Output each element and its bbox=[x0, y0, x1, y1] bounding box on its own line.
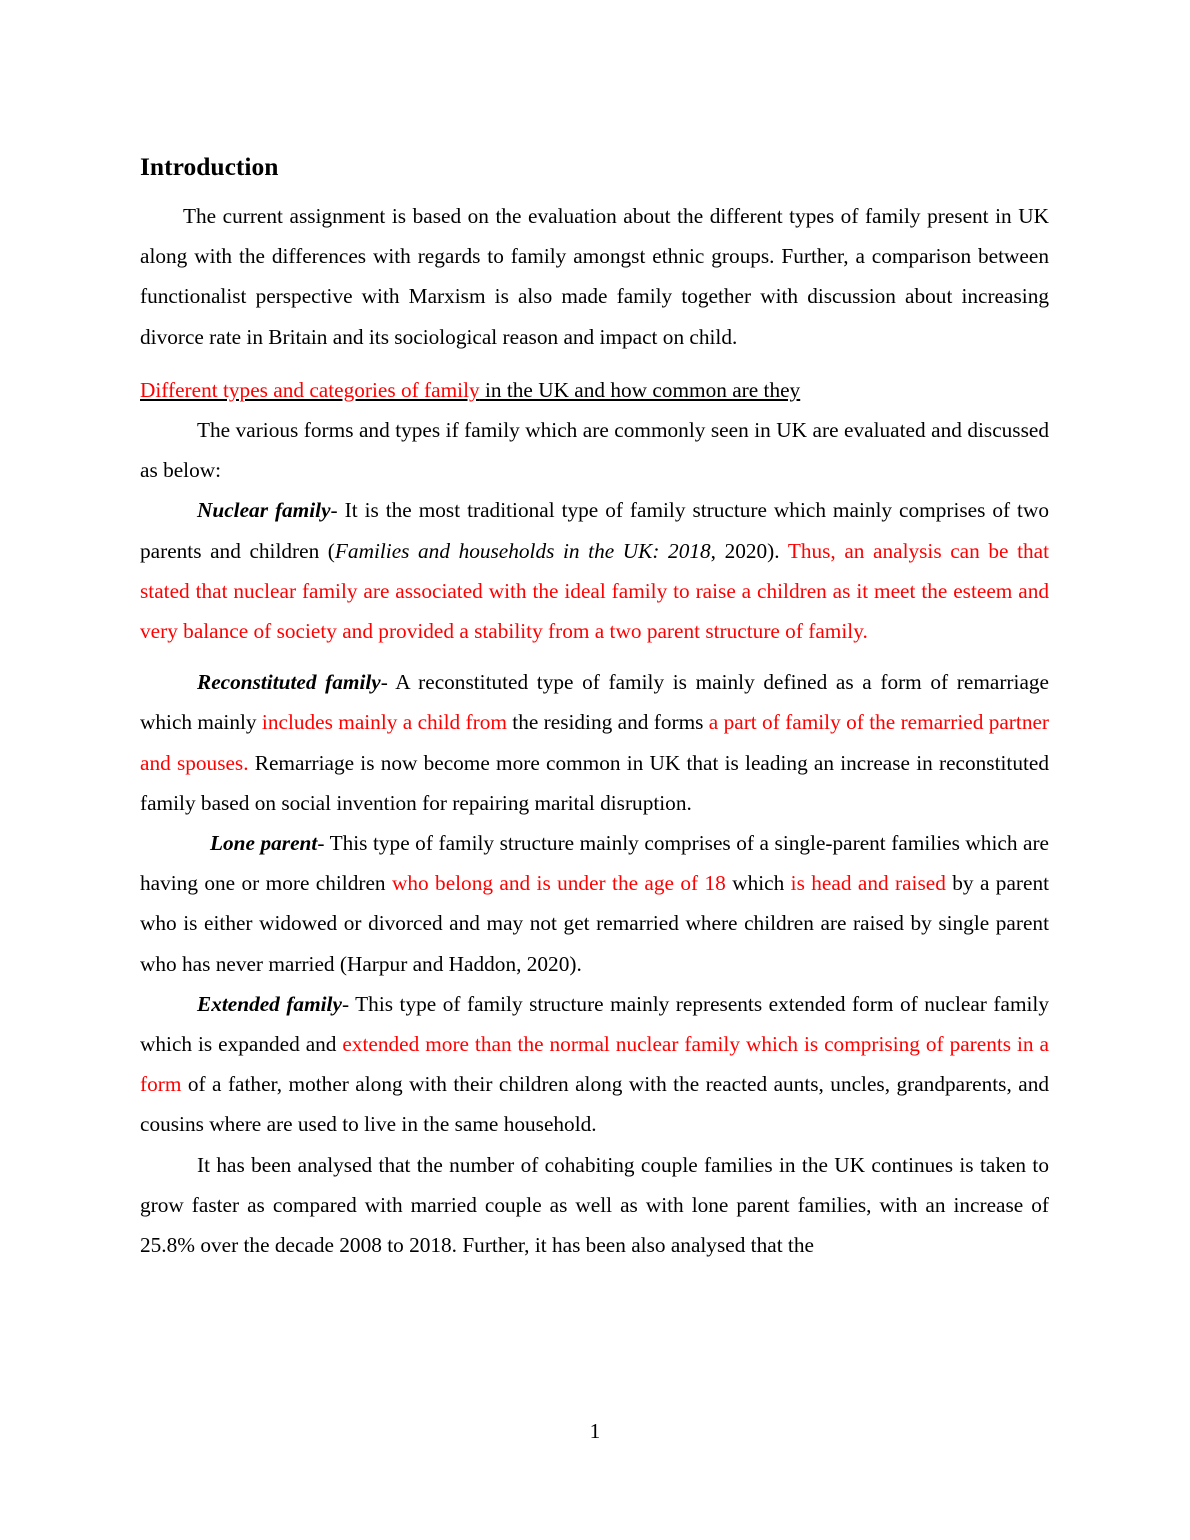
reconstituted-family-highlight-2: a part of family of the remarried partner and spouses. bbox=[140, 710, 1050, 775]
nuclear-family-analysis: Thus, an analysis can be that stated that nuclear family are associated with the ideal family to raise a children as it meet the esteem and very balance of society and provided a stability from a two parent structure of family. bbox=[140, 538, 1050, 644]
reconstituted-family-paragraph bbox=[140, 662, 1049, 823]
section-heading bbox=[140, 370, 1049, 410]
extended-family-term: Extended family bbox=[197, 991, 342, 1016]
lone-parent-highlight-2: is head and raised bbox=[790, 871, 946, 896]
section-heading-rest: in the UK and how common are they bbox=[479, 377, 801, 402]
reconstituted-family-text-1: - A reconstituted type of family is mainly defined as a form of remarriage which mainly bbox=[140, 670, 1049, 735]
extended-family-highlight: extended more than the normal nuclear family which is comprising of parents in a form bbox=[140, 1032, 1049, 1097]
lone-parent-highlight-1: who belong and is under the age of 18 bbox=[391, 871, 726, 896]
nuclear-family-paragraph bbox=[140, 490, 1049, 651]
nuclear-family-citation-year: , 2020). bbox=[710, 538, 788, 563]
lead-paragraph: The various forms and types if family which are commonly seen in UK are evaluated and discussed as below: bbox=[140, 418, 1049, 483]
document-body bbox=[140, 146, 1049, 1265]
closing-paragraph: It has been analysed that the number of cohabiting couple families in the UK continues is taken to grow faster as compared with married couple as well as with lone parent families, with an increase of 25.8% over the decade 2008 to 2018. Further, it has been also analysed that the bbox=[140, 1152, 1049, 1258]
extended-family-text-2: of a father, mother along with their children along with the reacted aunts, uncles, grandparents, and cousins where are used to live in the same household. bbox=[140, 1072, 1049, 1137]
lone-parent-text-1: - This type of family structure mainly comprises of a single-parent families which are having one or more children bbox=[140, 831, 1050, 896]
nuclear-family-term: Nuclear family bbox=[197, 498, 331, 523]
reconstituted-family-highlight-1: includes mainly a child from bbox=[261, 710, 507, 735]
intro-paragraph: The current assignment is based on the evaluation about the different types of family present in UK along with the differences with regards to family amongst ethnic groups. Further, a comparison between functionalist perspective with Marxism is also made family together with discussion about increasing divorce rate in Britain and its sociological reason and impact on child. bbox=[140, 204, 1049, 349]
reconstituted-family-text-2: the residing and forms bbox=[506, 710, 709, 735]
reconstituted-family-text-3: Remarriage is now become more common in UK that is leading an increase in reconstituted family based on social invention for repairing marital disruption. bbox=[140, 750, 1049, 815]
lone-parent-term: Lone parent bbox=[210, 831, 318, 856]
page-number: 1 bbox=[589, 1419, 601, 1443]
reconstituted-family-term: Reconstituted family bbox=[197, 670, 381, 695]
lone-parent-text-3: by a parent who is either widowed or divorced and may not get remarried where children are raised by single parent who has never married (Harpur and Haddon, 2020). bbox=[140, 871, 1050, 976]
lone-parent-paragraph bbox=[140, 823, 1049, 984]
lone-parent-text-2: which bbox=[725, 871, 791, 896]
page-title: Introduction bbox=[140, 152, 279, 181]
extended-family-text-1: - This type of family structure mainly represents extended form of nuclear family which is expanded and bbox=[140, 991, 1049, 1057]
section-heading-highlight: Different types and categories of family bbox=[140, 377, 480, 402]
extended-family-paragraph bbox=[140, 984, 1049, 1145]
nuclear-family-citation: Families and households in the UK: 2018 bbox=[334, 538, 711, 563]
nuclear-family-text: - It is the most traditional type of family structure which mainly comprises of two parents and children ( bbox=[140, 498, 1049, 563]
